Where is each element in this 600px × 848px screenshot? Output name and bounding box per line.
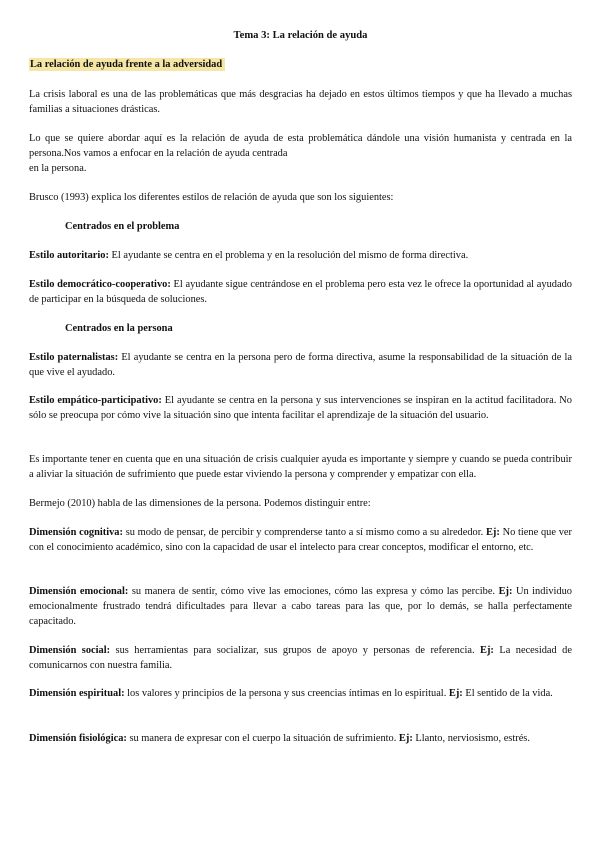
dimension-cognitive-text: su modo de pensar, de percibir y comprenderse tanto a sí mismo como a su alrededor. <box>122 527 486 538</box>
paragraph-approach-line2: en la persona. <box>29 163 87 174</box>
style-democratic-text: El ayudante sigue centrándose en el problema pero esta vez le ofrece la oportunidad al ayudado de participar en la búsqueda de soluciones. <box>29 279 572 305</box>
dimension-physiological <box>29 731 572 746</box>
dimension-spiritual-text: los valores y principios de la persona y sus creencias íntimas en lo espiritual. <box>124 688 449 699</box>
style-empathic <box>29 393 572 423</box>
dimension-emotional-example: Un individuo emocionalmente frustrado tendrá dificultades para llevar a cabo tareas para las que, por lo demás, se halla perfectamente capacitado. <box>29 586 573 627</box>
dimension-emotional-label: Dimensión emocional: <box>29 586 129 597</box>
dimension-spiritual-label: Dimensión espiritual: <box>29 688 125 699</box>
paragraph-bermejo: Bermejo (2010) habla de las dimensiones de la persona. Podemos distinguir entre: <box>29 498 371 509</box>
style-paternalistic-label: Estilo paternalistas: <box>29 352 119 363</box>
section-heading <box>29 57 572 72</box>
dimension-social-label: Dimensión social: <box>29 645 111 656</box>
style-paternalistic <box>29 350 572 380</box>
paragraph-approach-line1: Lo que se quiere abordar aquí es la relación de ayuda de esta problemática dándole una visión humanista y centrada en la persona.Nos vamos a enfocar en la relación de ayuda centrada <box>29 133 572 159</box>
dimension-social-example-label: Ej: <box>480 645 494 656</box>
style-authoritarian-label: Estilo autoritario: <box>29 250 109 261</box>
dimension-spiritual-example-label: Ej: <box>448 688 463 699</box>
document-title: Tema 3: La relación de ayuda <box>233 30 368 41</box>
style-authoritarian <box>29 248 572 263</box>
dimension-cognitive <box>29 525 572 555</box>
paragraph-intro: La crisis laboral es una de las problemáticas que más desgracias ha dejado en estos últimos tiempos y que ha llevado a muchas familias a situaciones drásticas. <box>29 89 572 115</box>
dimension-emotional-text: su manera de sentir, cómo vive las emociones, cómo las expresa y cómo las percibe. <box>128 586 499 597</box>
subheading-person: Centrados en la persona <box>65 323 173 334</box>
dimension-social-example: La necesidad de comunicarnos con nuestra familia. <box>29 645 572 671</box>
dimension-emotional-example-label: Ej: <box>498 586 513 597</box>
style-democratic <box>29 277 572 307</box>
paragraph-approach <box>29 131 572 176</box>
dimension-cognitive-example: No tiene que ver con el conocimiento académico, sino con la capacidad de usar el intelecto para crear conceptos, modificar el entorno, etc. <box>29 527 572 553</box>
dimension-emotional <box>29 584 572 629</box>
dimension-social <box>29 643 572 673</box>
section-heading-highlight: La relación de ayuda frente a la adversidad <box>29 58 225 71</box>
style-empathic-text: El ayudante se centra en la persona y sus intervenciones se inspiran en la actitud facilitadora. No sólo se preocupa por cómo vive la situación sino que intenta facilitar el aprendizaje de la situación del usuario. <box>29 395 572 421</box>
dimension-social-text: sus herramientas para socializar, sus grupos de apoyo y personas de referencia. <box>110 645 481 656</box>
style-paternalistic-text: El ayudante se centra en la persona pero de forma directiva, asume la responsabilidad de la situación de la que vive el ayudado. <box>29 352 572 378</box>
style-authoritarian-text: El ayudante se centra en el problema y en la resolución del mismo de forma directiva. <box>108 250 469 261</box>
style-democratic-label: Estilo democrático-cooperativo: <box>29 279 171 290</box>
style-empathic-label: Estilo empático-participativo: <box>29 395 162 406</box>
dimension-physiological-example-label: Ej: <box>398 733 413 744</box>
dimension-spiritual-example: El sentido de la vida. <box>462 688 553 699</box>
paragraph-crisis-help: Es importante tener en cuenta que en una situación de crisis cualquier ayuda es importante y siempre y cuando se pueda contribuir a aliviar la situación de sufrimiento que puede estar viviendo la persona y comprender y empatizar con ella. <box>29 454 572 480</box>
dimension-physiological-example: Llanto, nerviosismo, estrés. <box>412 733 530 744</box>
dimension-cognitive-example-label: Ej: <box>485 527 500 538</box>
dimension-physiological-label: Dimensión fisiológica: <box>29 733 127 744</box>
dimension-spiritual <box>29 686 572 701</box>
paragraph-brusco: Brusco (1993) explica los diferentes estilos de relación de ayuda que son los siguientes: <box>29 192 394 203</box>
dimension-cognitive-label: Dimensión cognitiva: <box>29 527 123 538</box>
subheading-problem: Centrados en el problema <box>65 221 180 232</box>
dimension-physiological-text: su manera de expresar con el cuerpo la situación de sufrimiento. <box>126 733 399 744</box>
